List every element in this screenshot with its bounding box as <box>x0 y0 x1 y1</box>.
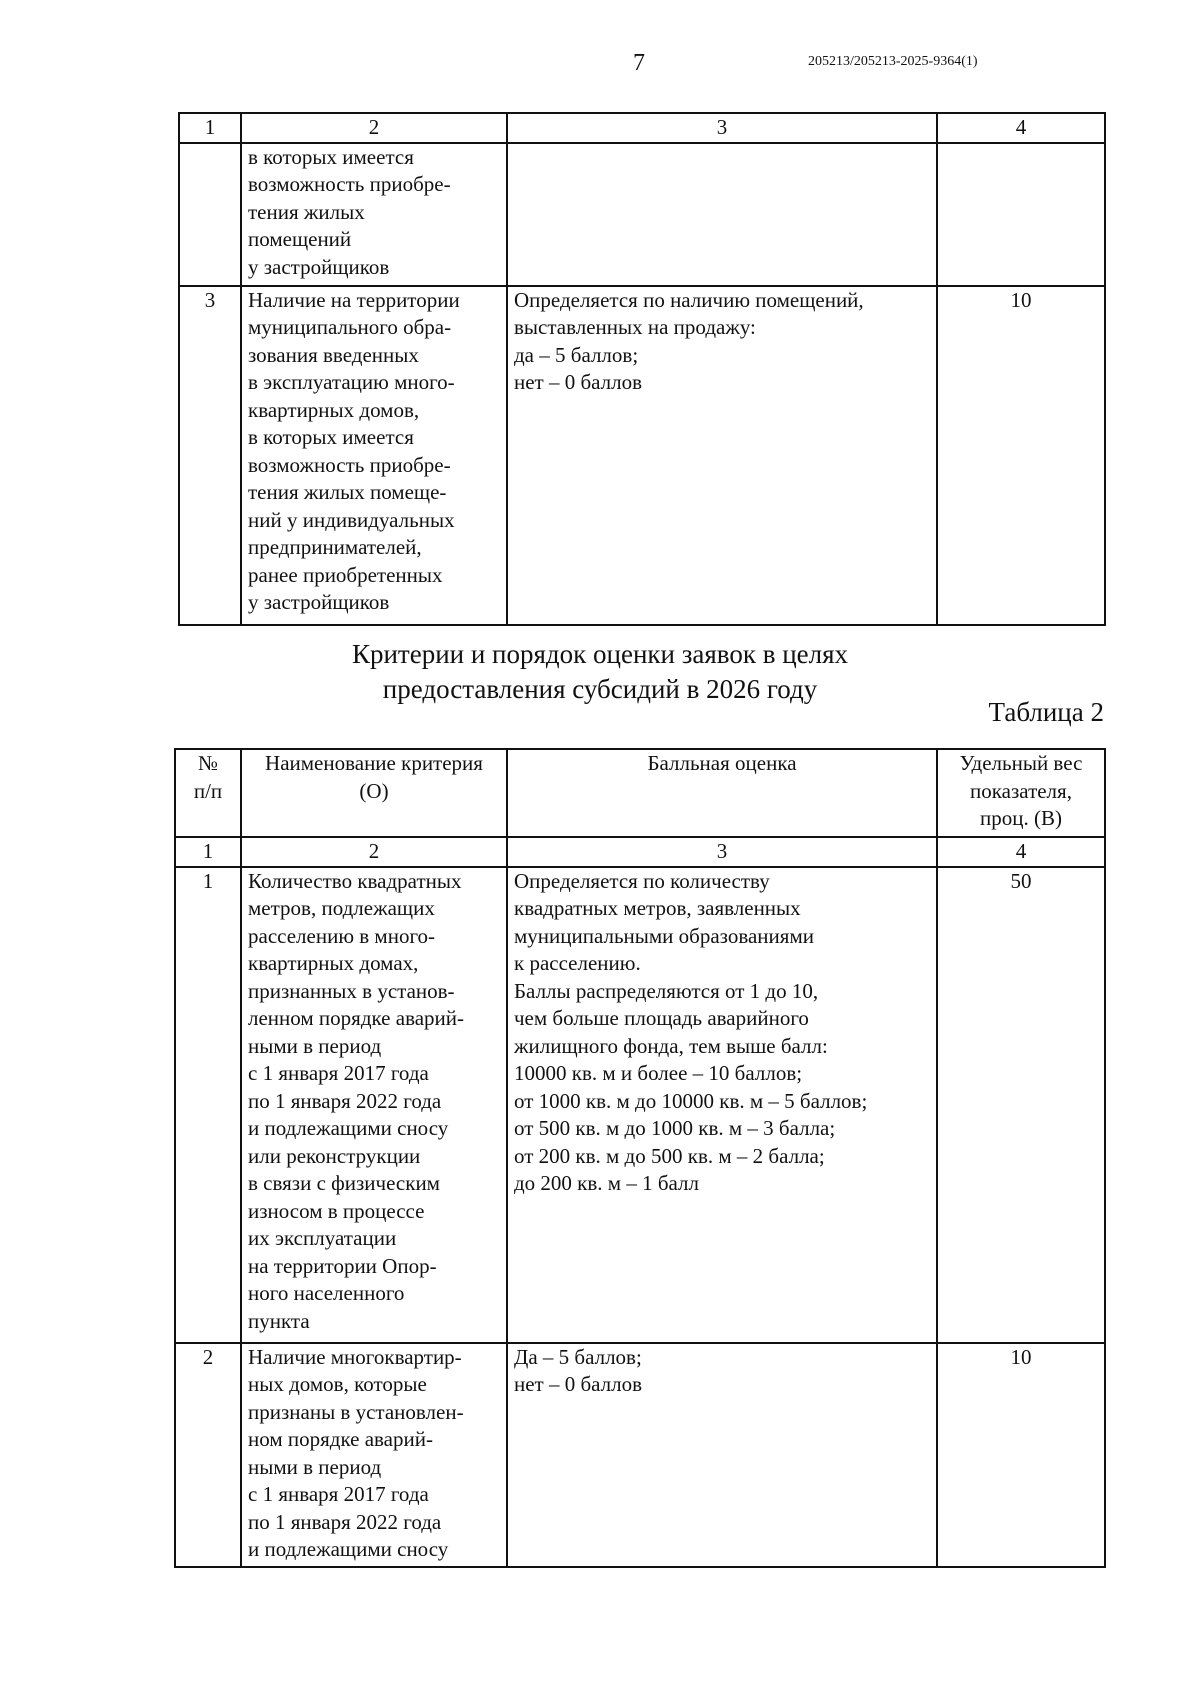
header-row <box>175 749 1105 837</box>
header-num: № п/п <box>175 749 241 837</box>
col-number-cell: 3 <box>507 837 937 867</box>
col-number-cell: 2 <box>241 113 507 143</box>
score-description: Да – 5 баллов; нет – 0 баллов <box>507 1343 937 1567</box>
page-number: 7 <box>633 50 645 76</box>
table-row <box>175 867 1105 1343</box>
row-number: 1 <box>175 867 241 1343</box>
criterion-name: Наличие на территории муниципального обра- зования введенных в эксплуатацию много- квартирных домов, в которых имеется возможность приобре- тения жилых помеще- ний у индивидуальных предпринимателей, ранее приобретенных у застройщиков <box>241 286 507 625</box>
col-number-cell: 1 <box>175 837 241 867</box>
col-number-cell: 4 <box>937 113 1105 143</box>
section-title-line-1: Критерии и порядок оценки заявок в целях <box>351 639 849 669</box>
col-number-cell: 2 <box>241 837 507 867</box>
weight-value <box>937 143 1105 286</box>
weight-value: 10 <box>937 286 1105 625</box>
row-number: 3 <box>179 286 241 625</box>
section-title-line-2: предоставления субсидий в 2026 году <box>382 674 818 704</box>
col-number-cell: 1 <box>179 113 241 143</box>
column-number-row <box>175 837 1105 867</box>
criterion-name: Количество квадратных метров, подлежащих расселению в много- квартирных домах, признанных в установ- ленном порядке аварий- ными в период с 1 января 2017 года по 1 января 2022 года и подлежащими сносу или реконструкции в связи с физическим износом в процессе их эксплуатации на территории Опор- ного населенного пункта <box>241 867 507 1343</box>
header-weight: Удельный вес показателя, проц. (В) <box>937 749 1105 837</box>
criteria-table-2026 <box>174 748 1106 1568</box>
table-row <box>179 143 1105 286</box>
score-description: Определяется по количеству квадратных метров, заявленных муниципальными образованиями к расселению. Баллы распределяются от 1 до 10, чем больше площадь аварийного жилищного фонда, тем выше балл: 10000 кв. м и более – 10 баллов; от 1000 кв. м до 10000 кв. м – 5 баллов; от 500 кв. м до 1000 кв. м – 3 балла; от 200 кв. м до 500 кв. м – 2 балла; до 200 кв. м – 1 балл <box>507 867 937 1343</box>
document-id: 205213/205213-2025-9364(1) <box>808 54 978 69</box>
header-score: Балльная оценка <box>507 749 937 837</box>
score-description: Определяется по наличию помещений, выставленных на продажу: да – 5 баллов; нет – 0 баллов <box>507 286 937 625</box>
col-number-cell: 3 <box>507 113 937 143</box>
criterion-name: в которых имеется возможность приобре- тения жилых помещений у застройщиков <box>241 143 507 286</box>
table-row <box>175 1343 1105 1567</box>
weight-value: 10 <box>937 1343 1105 1567</box>
table-row <box>179 286 1105 625</box>
row-number: 2 <box>175 1343 241 1567</box>
score-description <box>507 143 937 286</box>
col-number-cell: 4 <box>937 837 1105 867</box>
criteria-table-continued <box>178 112 1106 626</box>
weight-value: 50 <box>937 867 1105 1343</box>
table-caption: Таблица 2 <box>988 697 1104 727</box>
header-criterion: Наименование критерия (О) <box>241 749 507 837</box>
column-number-row <box>179 113 1105 143</box>
row-number <box>179 143 241 286</box>
criterion-name: Наличие многоквартир- ных домов, которые признаны в установлен- ном порядке аварий- ными в период с 1 января 2017 года по 1 января 2022 года и подлежащими сносу <box>241 1343 507 1567</box>
